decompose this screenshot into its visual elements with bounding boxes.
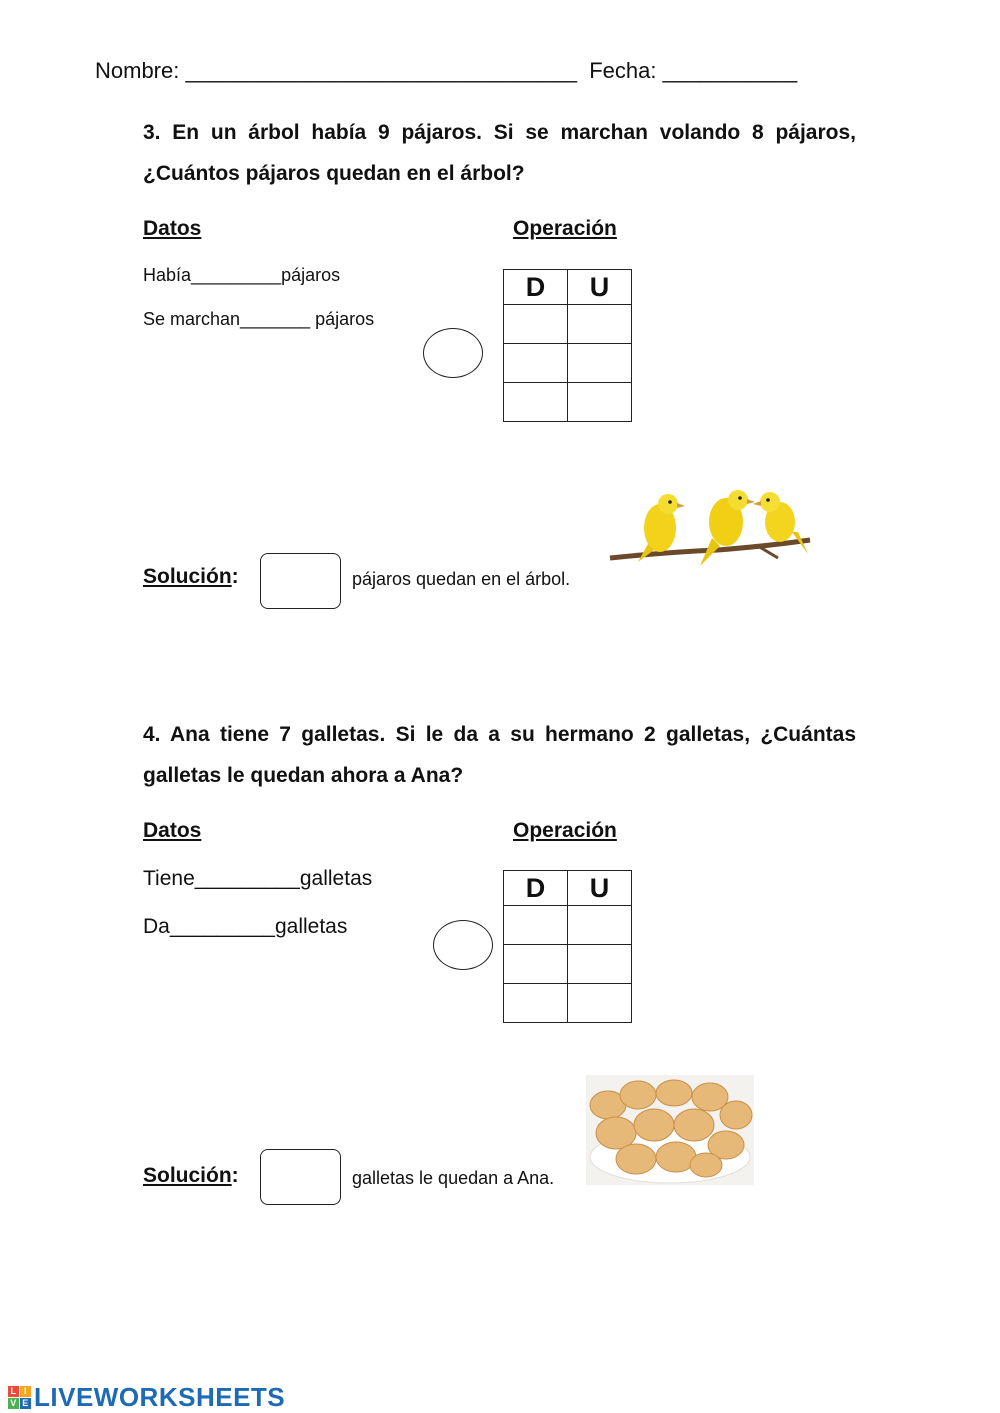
name-date-line: Nombre: ________________________________ Fecha: ___________ — [95, 58, 798, 83]
solution-label-text: Solución — [143, 565, 232, 588]
du-header-u: U — [568, 270, 632, 305]
canaries-on-branch-image — [608, 488, 812, 576]
problem-4-solution-box[interactable] — [260, 1149, 341, 1205]
solution-colon: : — [231, 565, 239, 588]
du-cell[interactable] — [568, 305, 632, 344]
du-cell[interactable] — [568, 984, 632, 1023]
problem-3-datos-title: Datos — [143, 217, 202, 240]
problem-4-datos-title: Datos — [143, 819, 202, 842]
du-cell[interactable] — [504, 344, 568, 383]
problem-4-solution-text: galletas le quedan a Ana. — [352, 1168, 555, 1188]
du-cell[interactable] — [568, 383, 632, 422]
problem-4-solution-label — [143, 1164, 239, 1188]
solution-colon: : — [231, 1164, 239, 1187]
problem-3-question: 3. En un árbol había 9 pájaros. Si se marchan volando 8 pájaros, ¿Cuántos pájaros quedan en el árbol? — [143, 121, 856, 185]
problem-3-operacion-title: Operación — [513, 217, 617, 240]
brand-name: LIVEWORKSHEETS — [34, 1382, 286, 1412]
du-cell[interactable] — [568, 344, 632, 383]
problem-4-datos-line-1: Tiene_________galletas — [143, 867, 373, 890]
du-cell[interactable] — [504, 945, 568, 984]
du-header-u: U — [568, 871, 632, 906]
problem-4-datos-line-2: Da_________galletas — [143, 915, 348, 938]
problem-4-question: 4. Ana tiene 7 galletas. Si le da a su hermano 2 galletas, ¿Cuántas galletas le quedan ahora a Ana? — [143, 723, 856, 787]
du-cell[interactable] — [504, 984, 568, 1023]
problem-3-du-table — [503, 269, 632, 422]
logo-letter: L — [8, 1386, 19, 1397]
du-cell[interactable] — [568, 945, 632, 984]
liveworksheets-logo[interactable] — [8, 1382, 285, 1413]
problem-3-datos-line-1: Había_________pájaros — [143, 265, 341, 285]
problem-3-solution-text: pájaros quedan en el árbol. — [352, 569, 571, 589]
problem-4-operacion-title: Operación — [513, 819, 617, 842]
problem-3-solution-box[interactable] — [260, 553, 341, 609]
du-cell[interactable] — [568, 906, 632, 945]
du-cell[interactable] — [504, 906, 568, 945]
logo-letter: V — [8, 1398, 19, 1409]
problem-3-operator-oval[interactable] — [423, 328, 483, 378]
du-header-d: D — [504, 871, 568, 906]
du-header-d: D — [504, 270, 568, 305]
problem-3-datos-line-2: Se marchan_______ pájaros — [143, 309, 375, 329]
plate-of-cookies-image — [586, 1075, 754, 1185]
logo-letter: I — [20, 1386, 31, 1397]
solution-label-text: Solución — [143, 1164, 232, 1187]
logo-grid-icon — [8, 1386, 31, 1409]
logo-letter: E — [20, 1398, 31, 1409]
problem-4-operator-oval[interactable] — [433, 920, 493, 970]
du-cell[interactable] — [504, 305, 568, 344]
problem-3-solution-label — [143, 565, 239, 589]
problem-4-du-table — [503, 870, 632, 1023]
du-cell[interactable] — [504, 383, 568, 422]
